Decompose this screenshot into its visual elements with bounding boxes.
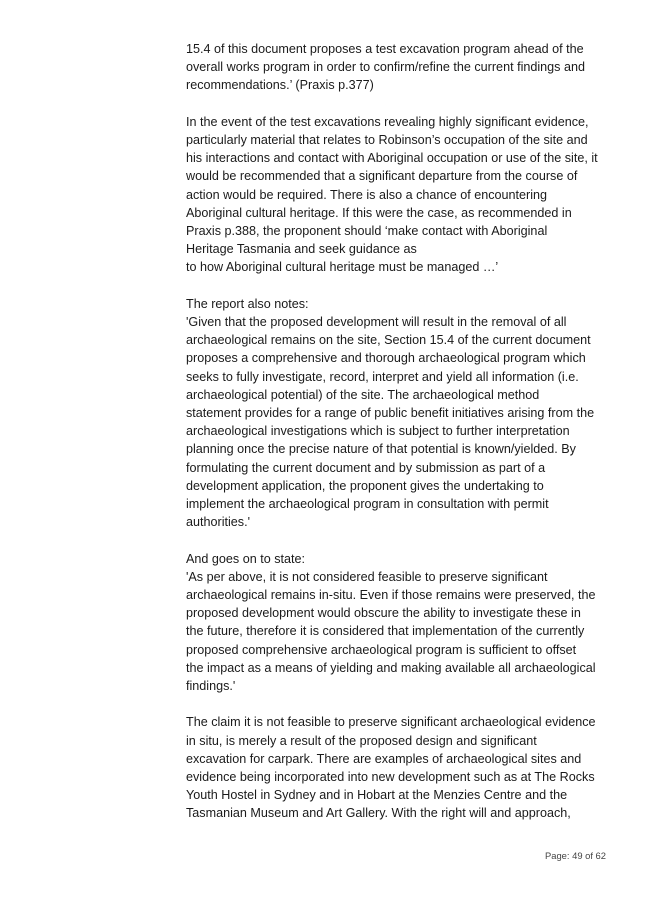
text-line: proposes a comprehensive and thorough archaeological program which bbox=[186, 351, 586, 366]
text-line: implement the archaeological program in consultation with permit bbox=[186, 497, 549, 512]
text-line: 15.4 of this document proposes a test excavation program ahead of the bbox=[186, 42, 584, 56]
text-line: 'Given that the proposed development will result in the removal of all bbox=[186, 315, 567, 330]
text-line: 'As per above, it is not considered feasible to preserve significant bbox=[186, 569, 548, 584]
text-line: The report also notes: bbox=[186, 296, 309, 311]
text-line: action would be required. There is also a chance of encountering bbox=[186, 187, 548, 202]
text-line: seeks to fully investigate, record, interpret and yield all information (i.e. bbox=[186, 369, 579, 384]
text-line: the future, therefore it is considered that implementation of the currently bbox=[186, 624, 585, 639]
paragraph bbox=[186, 40, 616, 95]
text-line: proposed comprehensive archaeological program is sufficient to offset bbox=[186, 642, 577, 657]
text-line: overall works program in order to confirm/refine the current findings and bbox=[186, 60, 585, 75]
text-line: recommendations.’ (Praxis p.377) bbox=[186, 78, 374, 93]
text-line: findings.' bbox=[186, 679, 236, 694]
text-line: Youth Hostel in Sydney and in Hobart at the Menzies Centre and the bbox=[186, 788, 568, 803]
text-line: would be recommended that a significant departure from the course of bbox=[186, 169, 578, 184]
text-line: planning once the precise nature of that potential is known/yielded. By bbox=[186, 442, 576, 457]
paragraph bbox=[186, 295, 616, 532]
text-line: particularly material that relates to Robinson’s occupation of the site and bbox=[186, 133, 588, 147]
text-line: archaeological remains in-situ. Even if those remains were preserved, the bbox=[186, 588, 596, 603]
text-line: The claim it is not feasible to preserve significant archaeological evidence bbox=[186, 715, 596, 730]
text-line: proposed development would obscure the ability to investigate these in bbox=[186, 606, 581, 621]
text-line: statement provides for a range of public benefit initiatives arising from the bbox=[186, 406, 595, 421]
text-line: in situ, is merely a result of the proposed design and significant bbox=[186, 733, 537, 748]
paragraph bbox=[186, 113, 616, 277]
text-line: development application, the proponent gives the undertaking to bbox=[186, 478, 544, 493]
text-line: to how Aboriginal cultural heritage must be managed …’ bbox=[186, 260, 499, 275]
text-line: excavation for carpark. There are examples of archaeological sites and bbox=[186, 751, 582, 766]
text-line: the impact as a means of yielding and making available all archaeological bbox=[186, 660, 596, 675]
page-number: Page: 49 of 62 bbox=[545, 850, 606, 861]
text-line: Heritage Tasmania and seek guidance as bbox=[186, 242, 417, 257]
text-line: In the event of the test excavations revealing highly significant evidence, bbox=[186, 114, 589, 129]
paragraph bbox=[186, 713, 616, 822]
text-line: evidence being incorporated into new development such as at The Rocks bbox=[186, 770, 595, 785]
text-line: archaeological remains on the site, Section 15.4 of the current document bbox=[186, 333, 591, 348]
text-line: his interactions and contact with Aboriginal occupation or use of the site, it bbox=[186, 151, 598, 166]
text-line: archaeological potential) of the site. The archaeological method bbox=[186, 387, 540, 402]
document-body bbox=[186, 40, 616, 841]
text-line: Aboriginal cultural heritage. If this were the case, as recommended in bbox=[186, 205, 572, 220]
text-line: Tasmanian Museum and Art Gallery. With the right will and approach, bbox=[186, 806, 571, 821]
text-line: formulating the current document and by submission as part of a bbox=[186, 460, 546, 475]
text-line: archaeological investigations which is subject to further interpretation bbox=[186, 424, 570, 439]
paragraph bbox=[186, 550, 616, 696]
text-line: authorities.' bbox=[186, 515, 251, 530]
text-line: And goes on to state: bbox=[186, 551, 306, 566]
text-line: Praxis p.388, the proponent should ‘make contact with Aboriginal bbox=[186, 224, 548, 239]
